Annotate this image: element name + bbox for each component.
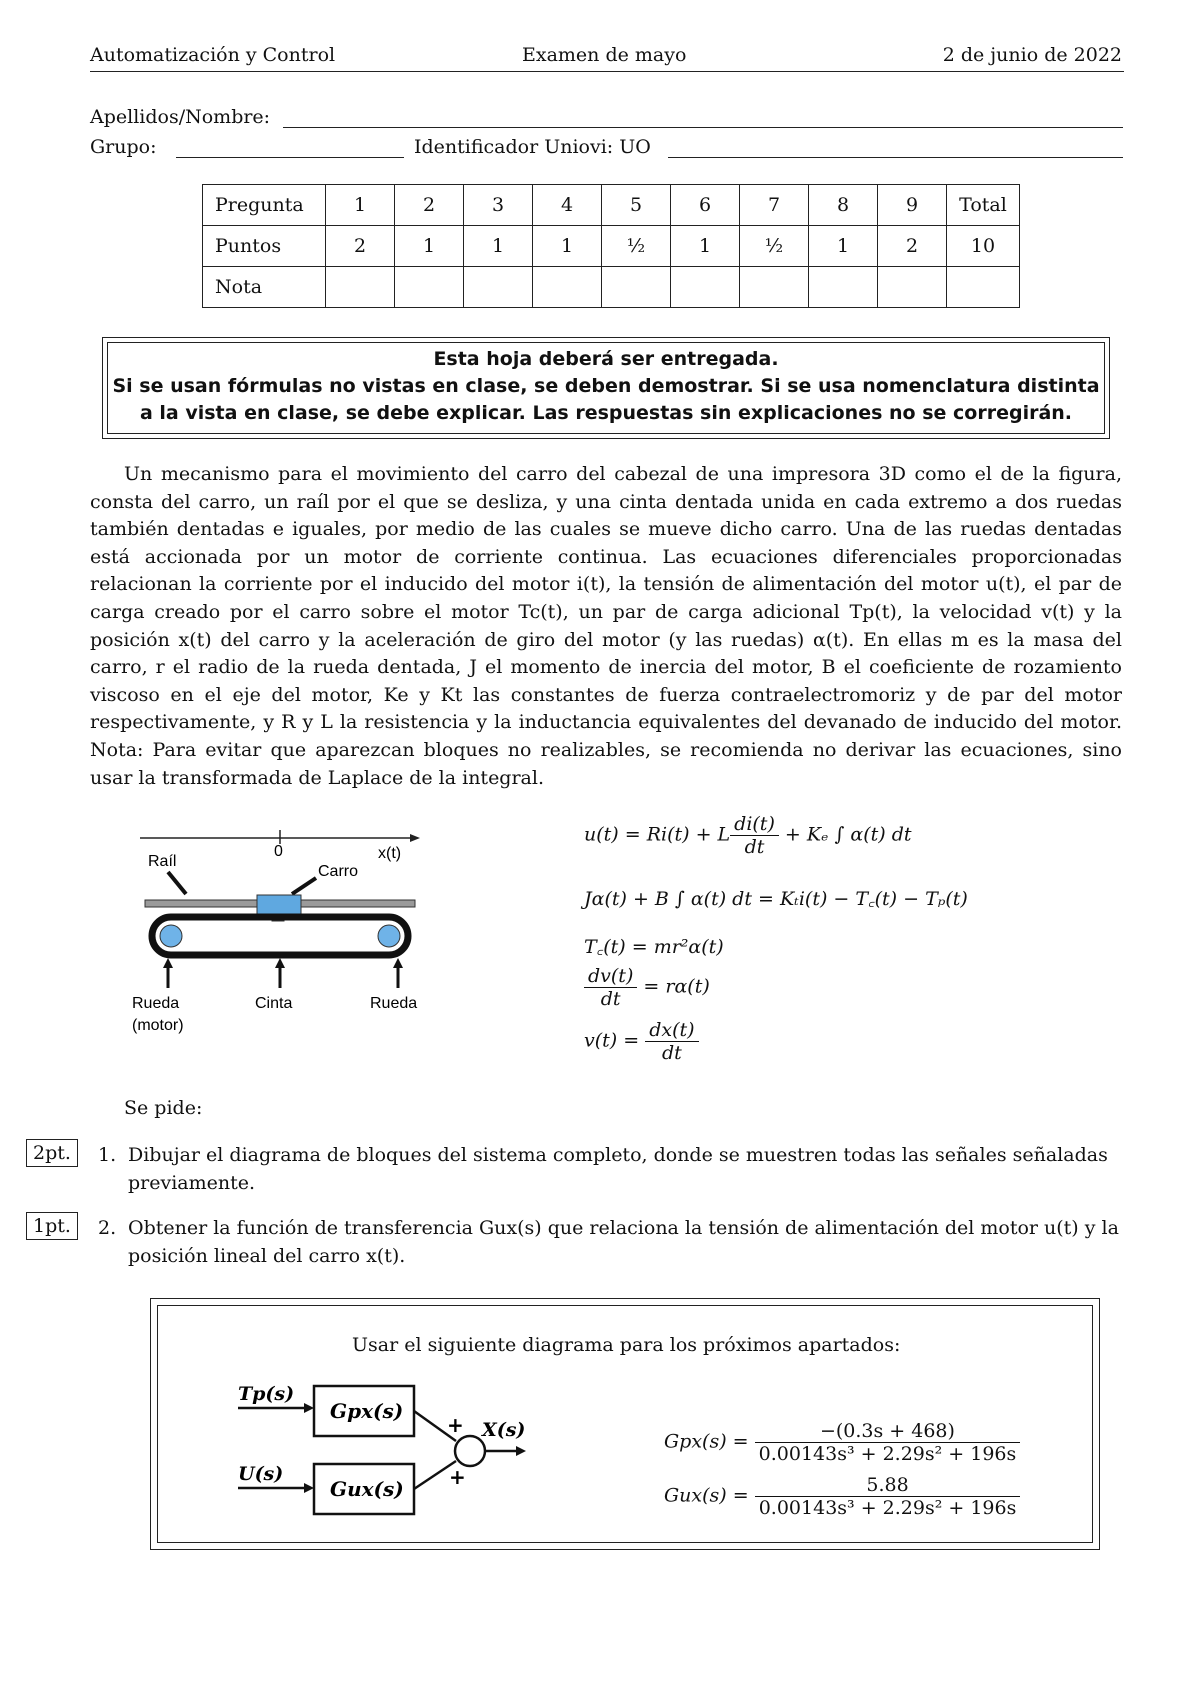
header-rule — [90, 71, 1124, 72]
points-cell: 1 — [671, 226, 740, 267]
question-2-number: 2. — [98, 1217, 117, 1239]
gux-fraction — [755, 1474, 1021, 1519]
grade-cell[interactable] — [671, 267, 740, 308]
motor-wheel-label: Rueda — [132, 995, 180, 1012]
grade-cell[interactable] — [464, 267, 533, 308]
uniovi-id-field[interactable] — [668, 137, 1123, 158]
motor-wheel — [160, 925, 182, 947]
rail-label: Raíl — [148, 853, 177, 870]
mechanism-figure — [120, 820, 440, 1040]
exam-date: 2 de junio de 2022 — [942, 44, 1122, 66]
rail-pointer — [168, 872, 186, 894]
question-1-number: 1. — [98, 1144, 117, 1166]
notice-line-2: Si se usan fórmulas no vistas en clase, se deben demostrar. Si se usa nomenclatura distinta — [112, 375, 1100, 397]
eq5-den: dt — [645, 1041, 698, 1064]
total-header: Total — [947, 185, 1020, 226]
idler-wheel — [378, 925, 400, 947]
eq4-fraction — [584, 965, 637, 1010]
row-label-grade: Nota — [203, 267, 326, 308]
gux-eq-label: Gux(s) = — [664, 1484, 749, 1507]
question-number: 3 — [464, 185, 533, 226]
carriage-pointer — [292, 878, 316, 894]
eq1-right: + Kₑ ∫ α(t) dt — [784, 823, 912, 846]
se-pide-label: Se pide: — [124, 1097, 203, 1119]
belt-label: Cinta — [255, 995, 293, 1012]
grade-total[interactable] — [947, 267, 1020, 308]
points-cell: ½ — [740, 226, 809, 267]
equation-5 — [584, 1019, 699, 1064]
gpx-eq-label: Gpx(s) = — [664, 1430, 749, 1453]
grade-cell[interactable] — [740, 267, 809, 308]
points-cell: 1 — [395, 226, 464, 267]
equation-2: Jα(t) + B ∫ α(t) dt = Kₜi(t) − T꜀(t) − Tₚ(t) — [584, 888, 968, 910]
group-label: Grupo: — [90, 136, 157, 158]
carriage-label: Carro — [318, 863, 359, 880]
intro-text: Un mecanismo para el movimiento del carro del cabezal de una impresora 3D como el de la figura, consta del carro, un raíl por el que se desliza, y una cinta dentada unida en cada extremo a dos ruedas también dentadas e iguales, por medio de las cuales se mueve dicho carro. Una de las ruedas dentadas está accionada por un motor de corriente continua. Las ecuaciones diferenciales proporcionadas relacionan la corriente por el inducido del motor i(t), la tensión de alimentación del motor u(t), el par de carga creado por el carro sobre el motor Tc(t), un par de carga adicional Tp(t), la velocidad v(t) y la posición x(t) del carro y la aceleración de giro del motor (y las ruedas) α(t). En ellas m es la masa del carro, r el radio de la rueda dentada, J el momento de inercia del motor, B el coeficiente de rozamiento viscoso en el eje del motor, Ke y Kt las constantes de fuerza contraelectromoriz y de par del motor respectivamente, y R y L la resistencia y la inductancia equivalentes del devanado de inducido del motor. Nota: Para evitar que aparezcan bloques no realizables, se recomienda no derivar las ecuaciones, sino usar la transformada de Laplace de la integral. — [90, 463, 1122, 789]
table-row — [203, 226, 1020, 267]
question-number: 8 — [809, 185, 878, 226]
gpx-block-label: Gpx(s) — [330, 1399, 404, 1423]
gux-block-label: Gux(s) — [330, 1477, 404, 1501]
table-row — [203, 185, 1020, 226]
plus-sign-top: + — [447, 1413, 464, 1437]
points-cell: 1 — [464, 226, 533, 267]
motor-wheel-sublabel: (motor) — [132, 1017, 184, 1034]
grade-cell[interactable] — [326, 267, 395, 308]
x-axis-label: x(t) — [378, 845, 402, 862]
gpx-denominator: 0.00143s³ + 2.29s² + 196s — [755, 1442, 1021, 1465]
eq4-right: = rα(t) — [643, 975, 710, 998]
eq1-num: di(t) — [734, 813, 775, 835]
name-field[interactable] — [283, 107, 1123, 128]
belt — [152, 917, 408, 955]
notice-line-3: a la vista en clase, se debe explicar. Las respuestas sin explicaciones no se corregirán. — [139, 402, 1073, 424]
question-number: 7 — [740, 185, 809, 226]
gux-numerator: 5.88 — [866, 1474, 909, 1496]
points-cell: 2 — [326, 226, 395, 267]
grade-cell[interactable] — [878, 267, 947, 308]
points-cell: 2 — [878, 226, 947, 267]
eq4-den: dt — [584, 987, 637, 1010]
equation-1 — [584, 813, 912, 858]
question-1-text: Dibujar el diagrama de bloques del sistema completo, donde se muestren todas las señales señaladas previamente. — [128, 1144, 1108, 1194]
question-number: 6 — [671, 185, 740, 226]
points-total: 10 — [947, 226, 1020, 267]
tp-signal-label: Tp(s) — [238, 1383, 295, 1405]
exam-title: Examen de mayo — [522, 44, 687, 66]
grade-cell[interactable] — [809, 267, 878, 308]
gpx-equation — [664, 1420, 1020, 1465]
grade-cell[interactable] — [533, 267, 602, 308]
equation-3: T꜀(t) = mr²α(t) — [584, 936, 724, 958]
row-label-points: Puntos — [203, 226, 326, 267]
grade-cell[interactable] — [395, 267, 464, 308]
wheel-label: Rueda — [370, 995, 418, 1012]
gpx-fraction — [755, 1420, 1021, 1465]
row-label-question: Pregunta — [203, 185, 326, 226]
x-axis-arrow — [410, 834, 420, 842]
origin-label: 0 — [274, 843, 283, 860]
question-1-points: 2pt. — [26, 1139, 78, 1167]
plus-sign-bottom: + — [449, 1465, 466, 1489]
name-label: Apellidos/Nombre: — [90, 106, 271, 128]
u-signal-label: U(s) — [238, 1463, 284, 1485]
carriage — [257, 895, 301, 915]
points-cell: 1 — [809, 226, 878, 267]
eq4-num: dv(t) — [588, 965, 634, 987]
diagram-box — [150, 1298, 1100, 1550]
gux-denominator: 0.00143s³ + 2.29s² + 196s — [755, 1496, 1021, 1519]
grade-cell[interactable] — [602, 267, 671, 308]
eq5-num: dx(t) — [649, 1019, 695, 1041]
notice-box — [102, 337, 1110, 439]
question-number: 1 — [326, 185, 395, 226]
score-table — [202, 184, 1020, 308]
eq1-den: dt — [730, 835, 779, 858]
eq5-fraction — [645, 1019, 698, 1064]
problem-statement — [90, 461, 1122, 792]
summing-junction — [455, 1436, 485, 1466]
block-diagram — [218, 1376, 538, 1536]
points-cell: ½ — [602, 226, 671, 267]
question-number: 9 — [878, 185, 947, 226]
question-number: 5 — [602, 185, 671, 226]
eq1-left: u(t) = Ri(t) + L — [584, 823, 731, 846]
question-number: 4 — [533, 185, 602, 226]
table-row — [203, 267, 1020, 308]
uniovi-id-label: Identificador Uniovi: UO — [414, 136, 651, 158]
points-cell: 1 — [533, 226, 602, 267]
eq1-fraction — [730, 813, 779, 858]
question-number: 2 — [395, 185, 464, 226]
gpx-numerator: −(0.3s + 468) — [819, 1420, 955, 1442]
notice-line-1: Esta hoja deberá ser entregada. — [433, 348, 779, 370]
eq5-left: v(t) = — [584, 1029, 640, 1052]
group-field[interactable] — [176, 137, 404, 158]
x-signal-label: X(s) — [482, 1419, 526, 1441]
question-2-text: Obtener la función de transferencia Gux(s) que relaciona la tensión de alimentación del motor u(t) y la posición lineal del carro x(t). — [128, 1217, 1119, 1267]
diagram-box-title: Usar el siguiente diagrama para los próximos apartados: — [352, 1334, 901, 1356]
question-2-points: 1pt. — [26, 1212, 78, 1240]
gux-equation — [664, 1474, 1020, 1519]
course-title: Automatización y Control — [90, 44, 336, 66]
equation-4 — [584, 965, 710, 1010]
